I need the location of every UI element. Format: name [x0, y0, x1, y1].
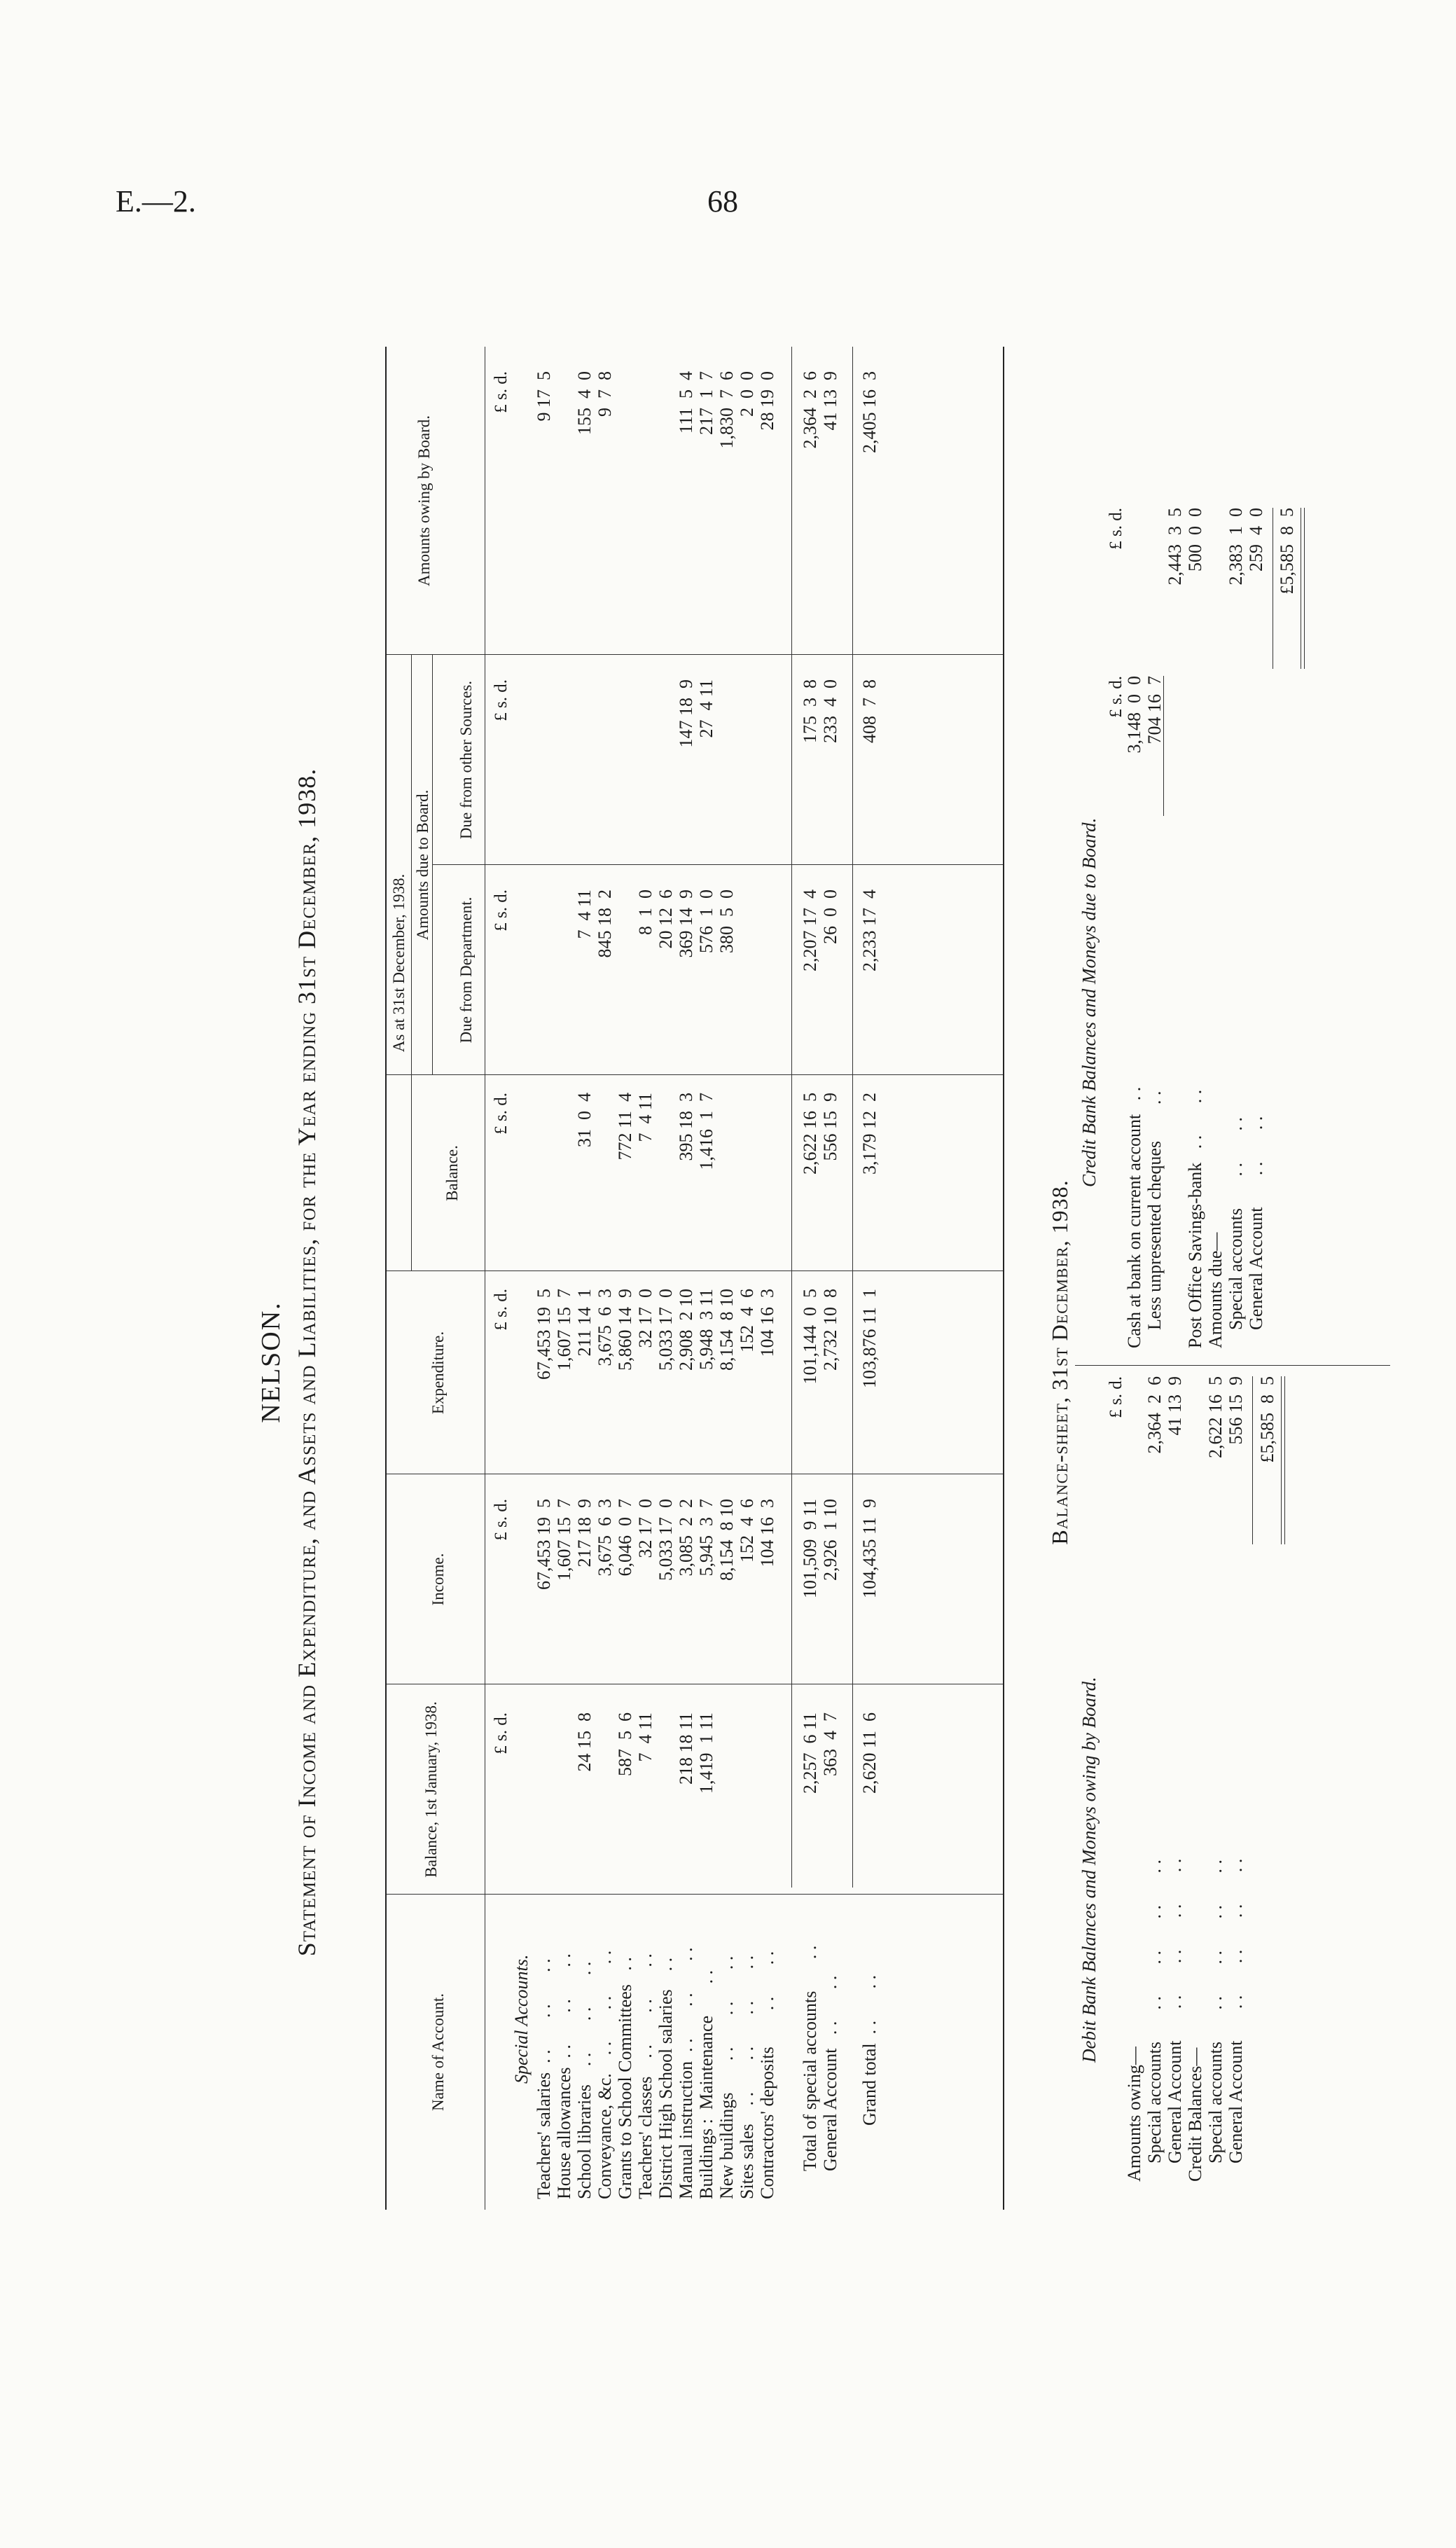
due-other-cell: 27 4 11 [696, 679, 716, 738]
debit-line-label: Special accounts . . . . . . . . [1144, 1860, 1165, 2182]
unit-label: £ s. d. [492, 1093, 511, 1135]
balance-jan-cell: 24 15 8 [574, 1712, 595, 1772]
debit-line-label: General Account . . . . . . . . [1165, 1858, 1185, 2182]
credit-line-label [1165, 830, 1185, 1348]
header-income: Income. [429, 1553, 447, 1606]
unit-label: £ s. d. [492, 371, 511, 413]
balance-cell [737, 1093, 757, 1264]
unit-label: £ s. d. [492, 1289, 511, 1331]
total-label: Total of special accounts . . [800, 1945, 820, 2171]
credit-line-inner [1185, 676, 1205, 830]
balance-jan-cell [757, 1712, 777, 1881]
totals-income [800, 1499, 840, 1670]
credit-line-outer: 259 4 0 [1246, 508, 1266, 572]
due-dept-cell [737, 889, 757, 1068]
totals-balance-jan [800, 1712, 840, 1881]
account-name: New buildings . . . . . . [716, 1955, 737, 2199]
debit-line-label: Amounts owing— [1124, 2047, 1144, 2182]
debit-line-amount: 2,622 16 5 [1205, 1376, 1226, 1458]
due-other-cell [635, 679, 656, 858]
total-due-other: 233 4 0 [820, 679, 840, 743]
income-cell: 3,675 6 3 [595, 1499, 615, 1577]
debit-line-label: General Account . . . . . . . . [1226, 1858, 1246, 2182]
balance-sheet-title: Balance-sheet, 31st December, 1938. [1047, 1179, 1072, 1545]
owing-cell [635, 371, 656, 641]
income-cell: 6,046 0 7 [615, 1499, 635, 1577]
due-other-cell [615, 679, 635, 858]
balance-jan-cell [716, 1712, 737, 1881]
balance-cell [595, 1093, 615, 1264]
account-name: School libraries . . . . . . [574, 1961, 595, 2199]
unit-label: £ s. d. [492, 1712, 511, 1754]
totals-names [800, 1895, 840, 2171]
due-dept-cell: 576 1 0 [696, 889, 716, 953]
owing-cell: 9 7 8 [595, 371, 615, 417]
balance-cell: 772 11 4 [615, 1093, 635, 1161]
owing-cell [554, 371, 574, 641]
income-cell: 5,033 17 0 [656, 1499, 676, 1581]
grand-total-label: Grand total . . . . [859, 1974, 880, 2126]
section-label: Special Accounts. [511, 1954, 532, 2084]
credit-line-label: Less unpresented cheques . . [1144, 1090, 1165, 1348]
balance-jan-cell [595, 1712, 615, 1881]
income-cell: 217 18 9 [574, 1499, 595, 1567]
header-name: Name of Account. [429, 1993, 447, 2111]
totals-due-other [800, 679, 840, 858]
header-balance: Balance. [443, 1145, 461, 1201]
credit-line-inner [1165, 676, 1185, 830]
expenditure-cell: 152 4 6 [737, 1289, 757, 1352]
balance-cell [716, 1093, 737, 1264]
credit-line-inner [1205, 676, 1226, 830]
due-other-cell [574, 679, 595, 858]
header-balance-jan: Balance, 1st January, 1938. [422, 1701, 440, 1878]
due-other-cell [757, 679, 777, 858]
header-amounts-due: Amounts due to Board. [414, 789, 431, 941]
balance-cell [656, 1093, 676, 1264]
expenditure-cell: 32 17 0 [635, 1289, 656, 1348]
total-due-dept: 2,207 17 4 [800, 889, 820, 971]
debit-line-label: Special accounts . . . . . . . . [1205, 1860, 1226, 2182]
account-name: Buildings : Maintenance . . [696, 1969, 716, 2199]
due-dept-cell [615, 889, 635, 1068]
due-other-cell [737, 679, 757, 858]
balance-jan-cell: 218 18 11 [676, 1712, 696, 1785]
expenditure-cell: 1,607 15 7 [554, 1289, 574, 1371]
balance-jan-cell [656, 1712, 676, 1881]
unit-label: £ s. d. [492, 1499, 511, 1541]
credit-unit-outer: £ s. d. [1107, 508, 1125, 550]
credit-line-outer: 2,443 3 5 [1165, 508, 1185, 586]
credit-line-label: Amounts due— [1205, 1232, 1226, 1348]
debit-line-label: Credit Balances— [1185, 2047, 1205, 2182]
income-cell: 1,607 15 7 [554, 1499, 574, 1581]
col-owing [534, 371, 777, 641]
account-name: Grants to School Committees . . [615, 1957, 635, 2199]
col-expenditure [534, 1289, 777, 1467]
income-cell: 3,085 2 2 [676, 1499, 696, 1577]
expenditure-cell: 5,860 14 9 [615, 1289, 635, 1371]
credit-inner-amounts [1124, 676, 1266, 830]
statement-table [385, 347, 1004, 2210]
total-expenditure: 101,144 0 5 [800, 1289, 820, 1385]
due-dept-cell: 8 1 0 [635, 889, 656, 935]
account-name: Manual instruction . . . . . . [676, 1947, 696, 2199]
due-other-cell: 147 18 9 [676, 679, 696, 748]
credit-line-label: General Account . . . . [1246, 1116, 1266, 1348]
statement-title: Statement of Income and Expenditure, and Assets and Liabilities, for the Year ending 31st December, 1938. [293, 768, 321, 1957]
header-due-dept: Due from Department. [457, 896, 475, 1044]
account-name: House allowances . . . . . . [554, 1953, 574, 2199]
total-income: 2,926 1 10 [820, 1499, 840, 1581]
debit-labels [1124, 1565, 1246, 2182]
owing-cell [656, 371, 676, 641]
expenditure-cell: 5,948 3 11 [696, 1289, 716, 1371]
expenditure-cell: 104 16 3 [757, 1289, 777, 1357]
account-name: Conveyance, &c. . . . . . . [595, 1950, 615, 2199]
rotated-page-content [109, 242, 1439, 2483]
balance-jan-cell [554, 1712, 574, 1881]
owing-cell: 155 4 0 [574, 371, 595, 435]
owing-cell [615, 371, 635, 641]
balance-cell: 7 4 11 [635, 1093, 656, 1142]
credit-outer-amounts [1124, 508, 1266, 676]
totals-due-dept [800, 889, 840, 1068]
balance-cell: 395 18 3 [676, 1093, 696, 1161]
region-title: NELSON. [256, 1301, 286, 1423]
total-balance-jan: 363 4 7 [820, 1712, 840, 1776]
totals-owing [800, 371, 840, 641]
balance-jan-cell: 1,419 1 11 [696, 1712, 716, 1794]
owing-cell: 28 19 0 [757, 371, 777, 431]
grand-total-owing: 2,405 16 3 [859, 371, 880, 453]
grand-total-due-dept: 2,233 17 4 [859, 889, 880, 971]
grand-total-income: 104,435 11 9 [859, 1499, 880, 1599]
credit-unit-inner: £ s. d. [1107, 676, 1125, 718]
credit-line-label: Special accounts . . . . [1226, 1117, 1246, 1348]
debit-amounts [1124, 1376, 1246, 1551]
debit-total: £5,585 8 5 [1257, 1376, 1277, 1463]
balance-jan-cell [534, 1712, 554, 1881]
balance-cell: 1,416 1 7 [696, 1093, 716, 1170]
unit-label: £ s. d. [492, 679, 511, 721]
credit-line-outer: 2,383 1 0 [1226, 508, 1246, 586]
due-other-cell [554, 679, 574, 858]
credit-subtitle: Credit Bank Balances and Moneys due to Board. [1079, 817, 1100, 1187]
credit-line-label: Post Office Savings-bank . . . . [1185, 1089, 1205, 1348]
total-expenditure: 2,732 10 8 [820, 1289, 840, 1371]
credit-line-outer: 500 0 0 [1185, 508, 1205, 572]
page-code: E.—2. [116, 184, 196, 219]
credit-line-label: Cash at bank on current account . . [1124, 1086, 1144, 1348]
balance-cell [757, 1093, 777, 1264]
account-name: Contractors' deposits . . . . [757, 1951, 777, 2199]
account-name: Teachers' salaries . . . . . . [534, 1958, 554, 2199]
totals-balance [800, 1093, 840, 1264]
debit-subtitle: Debit Bank Balances and Moneys owing by Board. [1079, 1677, 1100, 2063]
account-name: Sites sales . . . . . . . . [737, 1955, 757, 2199]
debit-line-amount [1185, 1376, 1205, 1551]
credit-line-inner: 3,148 0 0 [1124, 676, 1144, 754]
credit-line-inner: 704 16 7 [1144, 676, 1165, 745]
totals-expenditure [800, 1289, 840, 1467]
income-cell: 8,154 8 10 [716, 1499, 737, 1581]
header-due-other: Due from other Sources. [457, 680, 475, 840]
balance-jan-cell: 7 4 11 [635, 1712, 656, 1762]
owing-cell: 111 5 4 [676, 371, 696, 434]
income-cell: 32 17 0 [635, 1499, 656, 1558]
due-dept-cell: 380 5 0 [716, 889, 737, 953]
credit-line-outer [1144, 508, 1165, 676]
expenditure-cell: 3,675 6 3 [595, 1289, 615, 1366]
balance-cell [554, 1093, 574, 1264]
due-dept-cell [757, 889, 777, 1068]
grand-total-balance: 3,179 12 2 [859, 1093, 880, 1175]
total-balance: 556 15 9 [820, 1093, 840, 1161]
row-names [534, 1898, 777, 2199]
balance-jan-cell: 587 5 6 [615, 1712, 635, 1776]
debit-line-amount: 556 15 9 [1226, 1376, 1246, 1445]
income-cell: 152 4 6 [737, 1499, 757, 1563]
income-cell: 5,945 3 7 [696, 1499, 716, 1577]
account-name: Teachers' classes . . . . . . [635, 1953, 656, 2199]
credit-line-outer [1205, 508, 1226, 676]
debit-line-amount: 41 13 9 [1165, 1376, 1185, 1436]
due-other-cell [716, 679, 737, 858]
total-owing: 41 13 9 [820, 371, 840, 431]
grand-total-due-other: 408 7 8 [859, 679, 880, 743]
expenditure-cell: 67,453 19 5 [534, 1289, 554, 1380]
expenditure-cell: 5,033 17 0 [656, 1289, 676, 1371]
due-other-cell [656, 679, 676, 858]
debit-line-amount [1124, 1376, 1144, 1551]
income-cell: 104 16 3 [757, 1499, 777, 1567]
due-dept-cell: 369 14 9 [676, 889, 696, 958]
credit-line-inner [1246, 676, 1266, 830]
due-dept-cell: 7 4 11 [574, 889, 595, 939]
due-dept-cell [554, 889, 574, 1068]
due-dept-cell: 20 12 6 [656, 889, 676, 949]
expenditure-cell: 2,908 2 10 [676, 1289, 696, 1371]
credit-line-inner [1226, 676, 1246, 830]
col-balance-jan [534, 1712, 777, 1881]
balance-jan-cell [737, 1712, 757, 1881]
total-owing: 2,364 2 6 [800, 371, 820, 449]
header-expenditure: Expenditure. [429, 1331, 447, 1415]
header-owing: Amounts owing by Board. [415, 415, 433, 587]
grand-total-expenditure: 103,876 11 1 [859, 1289, 880, 1389]
debit-line-amount: 2,364 2 6 [1144, 1376, 1165, 1454]
col-due-dept [534, 889, 777, 1068]
col-balance [534, 1093, 777, 1264]
total-due-other: 175 3 8 [800, 679, 820, 743]
owing-cell: 2 0 0 [737, 371, 757, 417]
col-income [534, 1499, 777, 1670]
due-other-cell [534, 679, 554, 858]
expenditure-cell: 8,154 8 10 [716, 1289, 737, 1371]
balance-cell [534, 1093, 554, 1264]
total-balance-jan: 2,257 6 11 [800, 1712, 820, 1794]
owing-cell: 217 1 7 [696, 371, 716, 435]
total-due-dept: 26 0 0 [820, 889, 840, 944]
header-as-at: As at 31st December, 1938. [390, 873, 408, 1053]
due-dept-cell: 845 18 2 [595, 889, 615, 958]
credit-total: £5,585 8 5 [1277, 508, 1297, 595]
income-cell: 67,453 19 5 [534, 1499, 554, 1590]
credit-line-outer [1124, 508, 1144, 676]
credit-labels [1124, 830, 1266, 1348]
total-income: 101,509 9 11 [800, 1499, 820, 1599]
owing-cell: 1,830 7 6 [716, 371, 737, 449]
balance-cell: 31 0 4 [574, 1093, 595, 1147]
expenditure-cell: 211 14 1 [574, 1289, 595, 1357]
total-label: General Account . . . . [820, 1975, 840, 2171]
total-balance: 2,622 16 5 [800, 1093, 820, 1175]
due-other-cell [595, 679, 615, 858]
grand-total-balance-jan: 2,620 11 6 [859, 1712, 880, 1794]
unit-label: £ s. d. [492, 889, 511, 932]
col-due-other [534, 679, 777, 858]
account-name: District High School salaries . . [656, 1957, 676, 2199]
due-dept-cell [534, 889, 554, 1068]
owing-cell: 9 17 5 [534, 371, 554, 422]
page-number: 68 [707, 184, 738, 219]
debit-unit: £ s. d. [1107, 1376, 1125, 1418]
